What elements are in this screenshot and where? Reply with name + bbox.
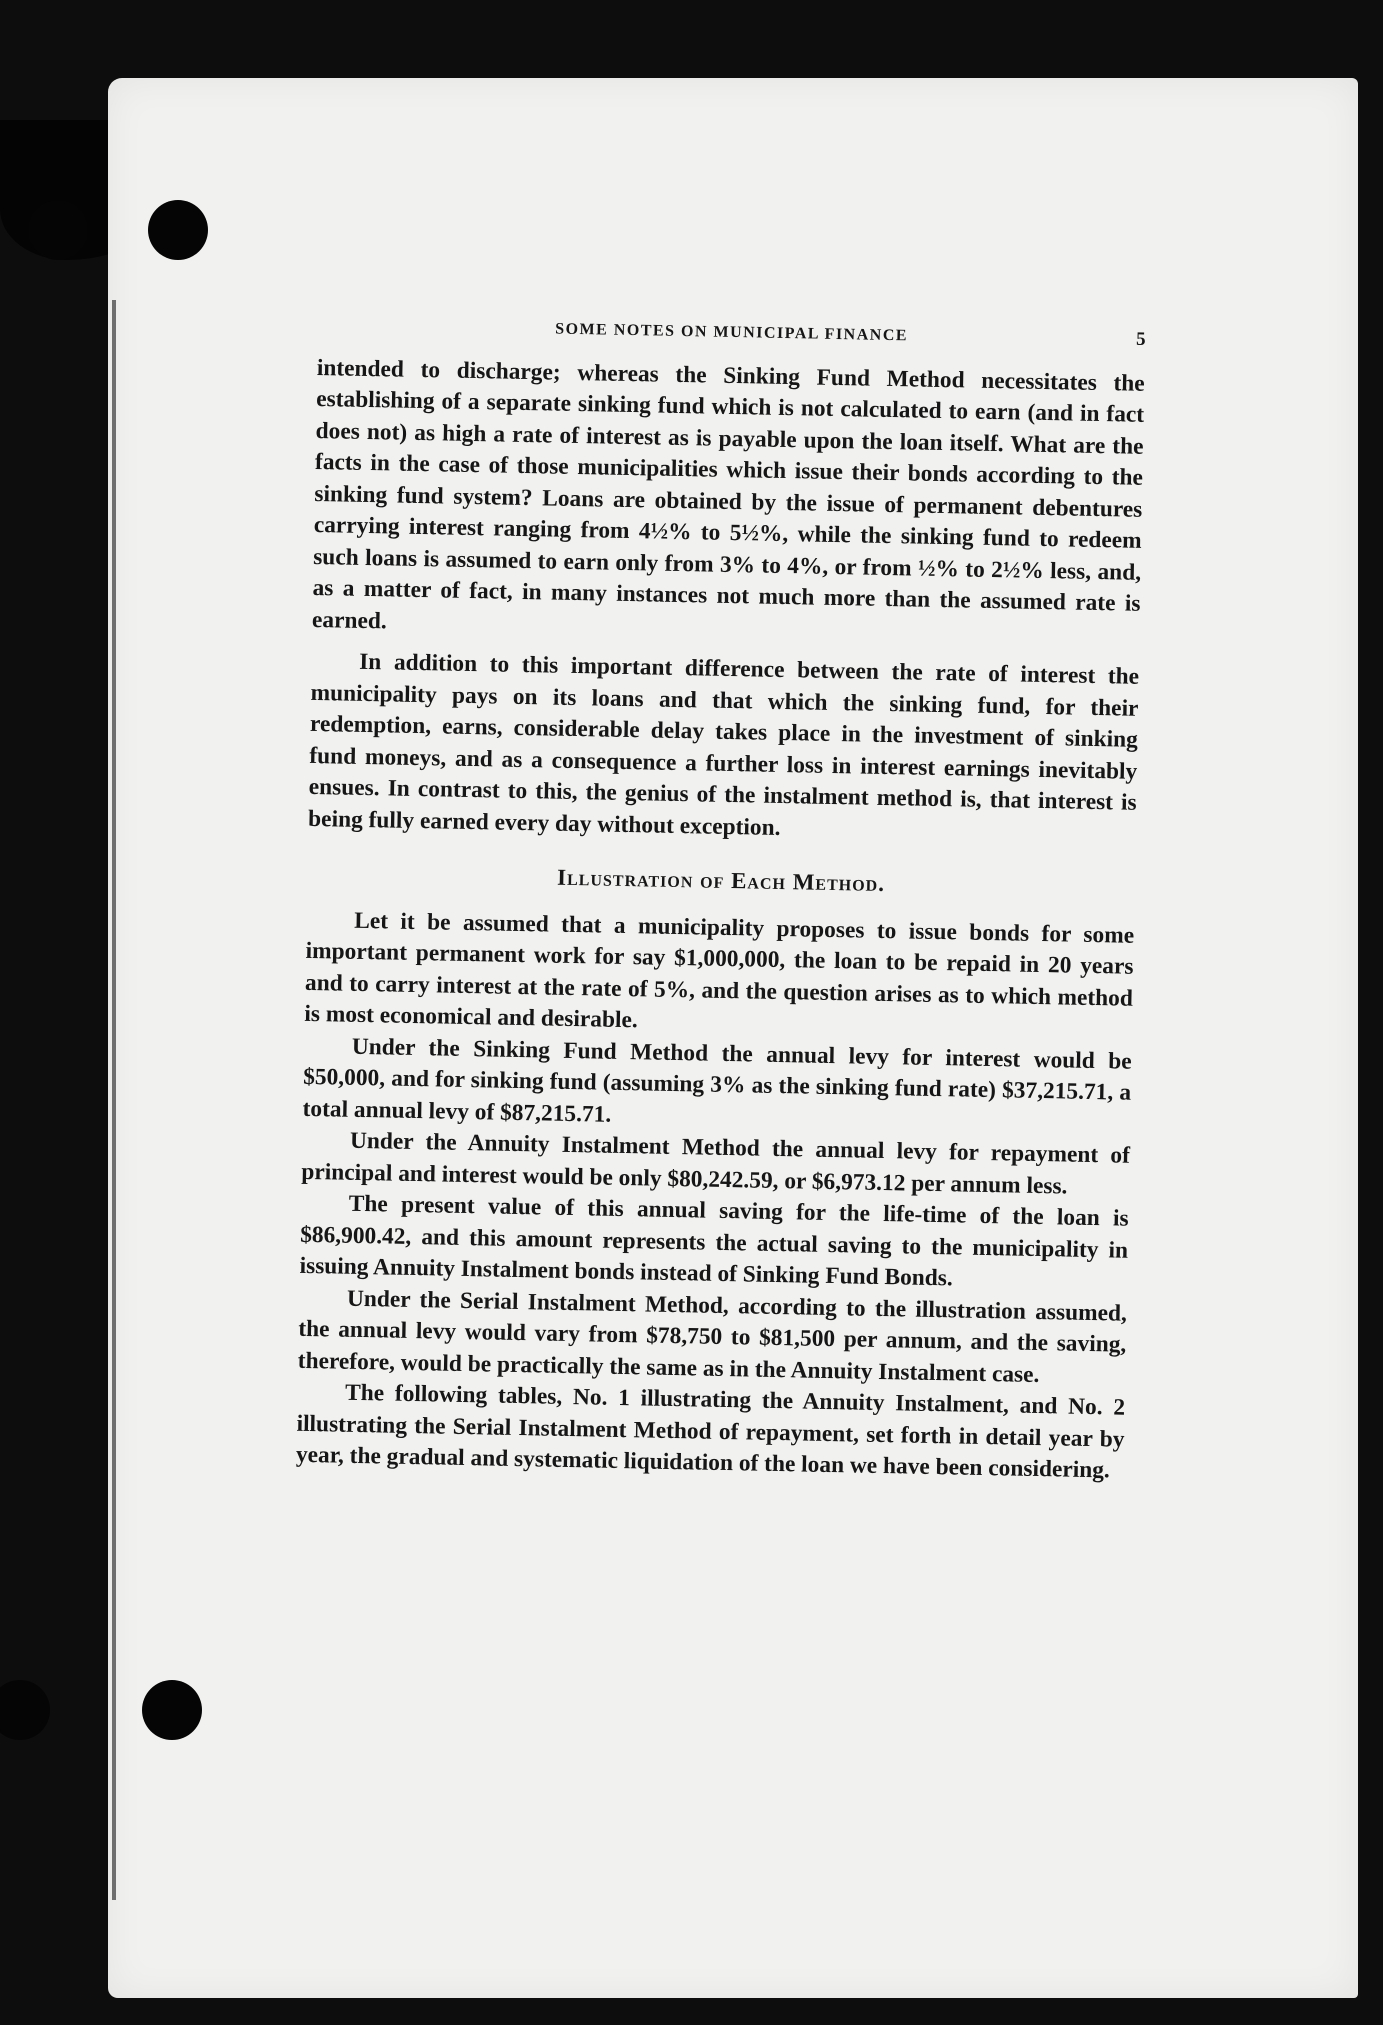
binding-hole-bottom-right [142,1680,202,1740]
paragraph-3: Let it be assumed that a municipality proposes to issue bonds for some important permanent work for say $1,000,000, the loan to be repaid in 20 years and to carry interest at the rate of 5%, and the question arises as to which method is most economical and desirable. [304,907,1135,1034]
running-title: SOME NOTES ON MUNICIPAL FINANCE [555,320,909,345]
paragraph-4: Under the Sinking Fund Method the annual levy for interest would be $50,000, and for sinking fund (assuming 3% as the sinking fund rate) $37,215.71, a total annual levy of $87,215.71. [302,1033,1132,1128]
page-binding-edge [112,300,116,1900]
paragraph-2: In addition to this important difference between the rate of interest the municipality pays on its loans and that which the sinking fund, for their redemption, earns, considerable delay takes place in the investment of sinking fund moneys, and as a consequence a further loss in interest earnings inevitably ensues. In contrast to this, the genius of the instalment method is, that interest is being fully earned every day without exception. [307,648,1140,841]
paragraph-6: The present value of this annual saving for the life-time of the loan is $86,900.42, and this amount represents the actual saving to the municipality in issuing Annuity Instalment bonds instead of Sinking Fund Bonds. [299,1190,1129,1292]
page-number: 5 [1135,328,1146,350]
paragraph-8: The following tables, No. 1 illustrating the Annuity Instalment, and No. 2 illustrating the Serial Instalment Method of repayment, set forth in detail year by year, the gradual and systematic liquidation of the loan we have been considering. [295,1379,1126,1484]
binding-hole-top-left [28,200,88,260]
page-text [296,308,1146,1487]
binding-hole-top-right [148,200,208,260]
section-heading: Illustration of Each Method. [556,864,886,896]
paragraph-1: intended to discharge; whereas the Sinking Fund Method necessitates the establishing of a separate sinking fund which is not calculated to earn (and in fact does not) as high a rate of interest as is payable upon the loan itself. What are the facts in the case of those municipalities which issue their bonds according to the sinking fund system? Loans are obtained by the issue of permanent debentures carrying interest ranging from 4½% to 5½%, while the sinking fund to redeem such loans is assumed to earn only from 3% to 4%, or from ½% to 2½% less, and, as a matter of fact, in many instances not much more than the assumed rate is earned. [311,354,1145,634]
binding-hole-bottom-left [0,1680,50,1740]
paragraph-7: Under the Serial Instalment Method, according to the illustration assumed, the annual levy would vary from $78,750 to $81,500 per annum, and the saving, therefore, would be practically the same as in the Annuity Instalment case. [297,1285,1128,1388]
paragraph-5: Under the Annuity Instalment Method the annual levy for repayment of principal and interest would be only $80,242.59, or $6,973.12 per annum less. [301,1127,1131,1200]
